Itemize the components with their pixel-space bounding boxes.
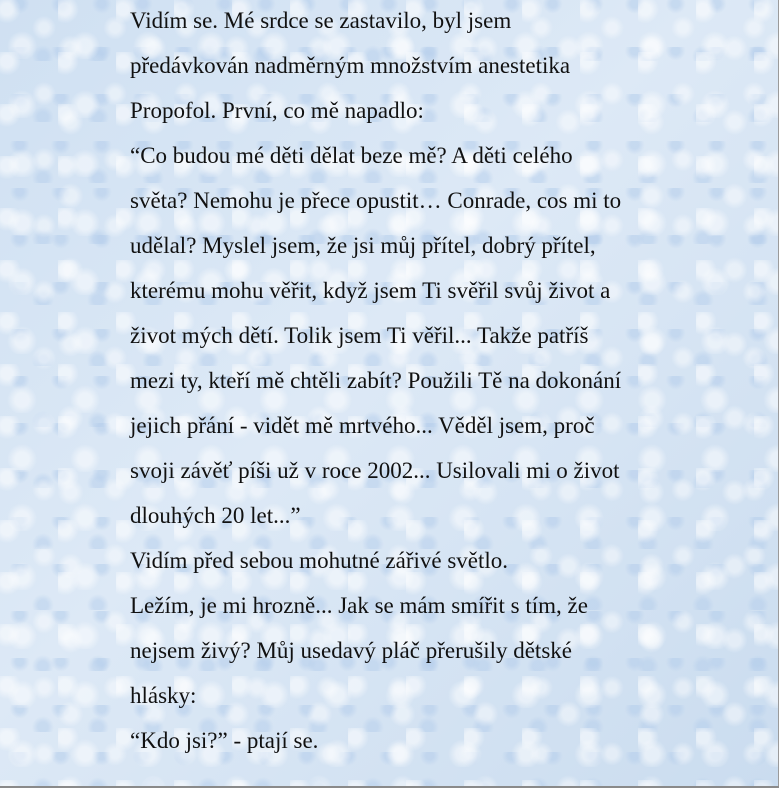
document-text (130, 0, 730, 763)
text-line: “Co budou mé děti dělat beze mě? A děti celého (130, 143, 573, 168)
text-line: Propofol. První, co mě napadlo: (130, 98, 424, 123)
text-line: mezi ty, kteří mě chtěli zabít? Použili Tě na dokonání (130, 368, 622, 393)
text-line: předávkován nadměrným množstvím anestetika (130, 53, 571, 78)
text-line: dlouhých 20 let...” (130, 503, 301, 528)
text-line: nejsem živý? Můj usedavý pláč přerušily dětské (130, 638, 572, 663)
text-line: světa? Nemohu je přece opustit… Conrade, cos mi to (130, 188, 622, 213)
text-line: kterému mohu věřit, když jsem Ti svěřil svůj život a (130, 278, 611, 303)
text-line: život mých dětí. Tolik jsem Ti věřil... Takže patříš (130, 323, 589, 348)
text-line: Vidím se. Mé srdce se zastavilo, byl jsem (130, 8, 512, 33)
text-line: udělal? Myslel jsem, že jsi můj přítel, dobrý přítel, (130, 233, 596, 258)
text-line: jejich přání - vidět mě mrtvého... Věděl jsem, proč (130, 413, 595, 438)
text-line: svoji závěť píši už v roce 2002... Usilovali mi o život (130, 458, 620, 483)
text-line: “Kdo jsi?” - ptají se. (130, 728, 319, 753)
text-line: Vidím před sebou mohutné zářivé světlo. (130, 548, 509, 573)
text-line: hlásky: (130, 683, 197, 708)
text-line: Ležím, je mi hrozně... Jak se mám smířit s tím, že (130, 593, 588, 618)
